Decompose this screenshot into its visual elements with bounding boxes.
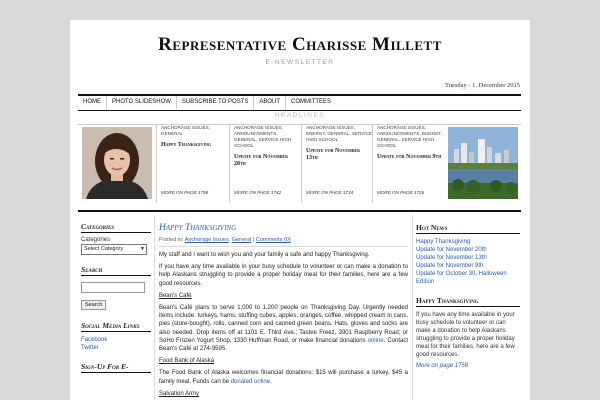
main-nav xyxy=(78,94,521,111)
paragraph-text: The Food Bank of Alaska welcomes financial donations: $15 will purchase a turkey, $45 a family meal. Funds can be xyxy=(159,370,408,385)
chevron-down-icon: ▼ xyxy=(140,246,145,252)
hot-news-heading: Hot News xyxy=(416,223,520,234)
hot-news-item[interactable]: Update for November 9th xyxy=(416,263,484,269)
post-paragraph: My staff and I want to wish you and your family a safe and happy Thanksgiving. xyxy=(159,252,370,258)
nav-committees[interactable]: COMMITTEES xyxy=(291,99,332,105)
hot-news-item[interactable]: Update for November 20th xyxy=(416,247,487,253)
headline-title[interactable]: Update for November 13th xyxy=(306,148,361,161)
search-input[interactable] xyxy=(81,282,145,293)
content-divider xyxy=(78,210,521,212)
categories-label: Categories xyxy=(81,237,111,243)
headline-item xyxy=(301,125,372,203)
section-heading-salvation-army[interactable]: Salvation Army xyxy=(159,390,200,397)
headlines-label: HEADLINES xyxy=(274,112,326,119)
post-title[interactable]: Happy Thanksgiving xyxy=(159,223,237,233)
site-subtitle: E-NEWSLETTER xyxy=(265,59,335,66)
nav-about[interactable]: ABOUT xyxy=(254,96,286,109)
featured-excerpt: If you have any time available in your busy schedule to volunteer or can make a donation to help Alaskans struggling to provide a proper holiday meal for their families, here are a few good resources. xyxy=(416,312,515,358)
headline-more-link[interactable]: MORE ON PAGE 1726 xyxy=(377,190,425,195)
headline-title[interactable]: Update for November 20th xyxy=(234,154,289,167)
search-heading: Search xyxy=(81,265,151,276)
online-link[interactable]: online xyxy=(367,337,384,344)
facebook-link[interactable]: Facebook xyxy=(81,337,108,343)
meta-divider: | xyxy=(252,237,255,243)
headline-more-link[interactable]: MORE ON PAGE 1734 xyxy=(306,190,354,195)
nav-photo-slideshow[interactable]: PHOTO SLIDESHOW xyxy=(107,96,177,109)
post-meta xyxy=(159,237,408,243)
representative-photo xyxy=(82,127,152,199)
column-divider xyxy=(412,215,413,400)
post-meta-divider xyxy=(159,246,408,247)
headline-title[interactable]: Update for November 9th xyxy=(377,154,442,160)
headline-item xyxy=(156,125,227,203)
right-sidebar xyxy=(416,223,520,369)
headline-categories[interactable]: ANCHORAGE ISSUES, GENERAL xyxy=(161,125,211,136)
headline-categories[interactable]: ANCHORAGE ISSUES, ANNOUNCEMENTS, BUDGET, GENERAL, SERVICE HIGH SCHOOL xyxy=(377,125,442,148)
post-paragraph xyxy=(159,304,408,353)
category-select[interactable] xyxy=(81,244,147,255)
hot-news-item[interactable]: Update for October 30, Halloween Edition xyxy=(416,271,507,285)
headline-more-link[interactable]: MORE ON PAGE 1758 xyxy=(161,190,209,195)
featured-more-link[interactable]: More on page 1758 xyxy=(416,363,469,369)
comments-link[interactable]: Comments (0) xyxy=(255,237,291,243)
masthead xyxy=(70,34,530,66)
headline-categories[interactable]: ANCHORAGE ISSUES, ENERGY, GENERAL, SERVICE HIGH SCHOOL xyxy=(306,125,372,142)
page xyxy=(70,20,530,400)
current-date: Tuesday - 1. December 2015 xyxy=(444,82,520,89)
column-divider xyxy=(154,215,155,400)
meta-separator: , xyxy=(228,237,231,243)
post-paragraph: If you have any time available in your busy schedule to volunteer or can make a donation to help Alaskans struggling to provide a proper holiday meal for their families, here are a few good resources. xyxy=(159,264,408,287)
twitter-link[interactable]: Twitter xyxy=(81,345,99,351)
hot-news-item[interactable]: Happy Thanksgiving xyxy=(416,239,471,245)
headline-categories[interactable]: ANCHORAGE ISSUES, ANNOUNCEMENTS, GENERAL, SERVICE HIGH SCHOOL xyxy=(234,125,292,148)
category-select-value: Select Category xyxy=(84,246,124,252)
site-title[interactable]: Representative Charisse Millett xyxy=(158,34,442,55)
paragraph-text: . Contact Bean's Café at 274-9595. xyxy=(159,337,408,353)
left-sidebar xyxy=(81,222,151,377)
category-link[interactable]: General xyxy=(231,237,252,243)
city-skyline-photo xyxy=(448,127,518,199)
section-heading-beans-cafe[interactable]: Bean's Café xyxy=(159,292,192,299)
headline-item xyxy=(229,125,300,203)
post-paragraph xyxy=(159,369,408,385)
signup-heading: Sign-Up For E- xyxy=(81,362,151,373)
paragraph-text: . xyxy=(270,378,272,385)
post-meta-prefix: Posted in: xyxy=(159,237,184,243)
featured-heading[interactable]: Happy Thanksgiving xyxy=(416,296,520,307)
section-heading-food-bank[interactable]: Food Bank of Alaska xyxy=(159,358,215,365)
nav-subscribe[interactable]: SUBSCRIBE TO POSTS xyxy=(177,96,254,109)
headline-item xyxy=(372,125,443,203)
category-link[interactable]: Anchorage Issues xyxy=(184,237,229,243)
main-content xyxy=(159,223,408,398)
hot-news-item[interactable]: Update for November 13th xyxy=(416,255,487,261)
paragraph-text: Bean's Café plans to serve 1,000 to 1,200 people on Thanksgiving Day. Urgently needed items include: turkeys, hams, stuffing cubes, apples, oranges, coffee, whipped cream in cans, pies (store-bought), rolls, canned corn and canned green beans. Hats, gloves and socks are also needed. Drop items off at 1101 E. Third Ave.; Tastee Freez, 3901 Raspberry Road; or SoHo Frozen Yogurt Shop, 1330 Huffman Road, or make financial donations xyxy=(159,305,408,344)
social-heading: Social Media Links xyxy=(81,321,151,332)
headline-more-link[interactable]: MORE ON PAGE 1742 xyxy=(234,190,282,195)
categories-heading: Categories xyxy=(81,222,151,233)
search-button[interactable]: Search xyxy=(81,300,106,310)
nav-home[interactable]: HOME xyxy=(78,96,107,109)
headline-title[interactable]: Happy Thanksgiving xyxy=(161,142,212,148)
donate-online-link[interactable]: donated online xyxy=(230,378,271,385)
